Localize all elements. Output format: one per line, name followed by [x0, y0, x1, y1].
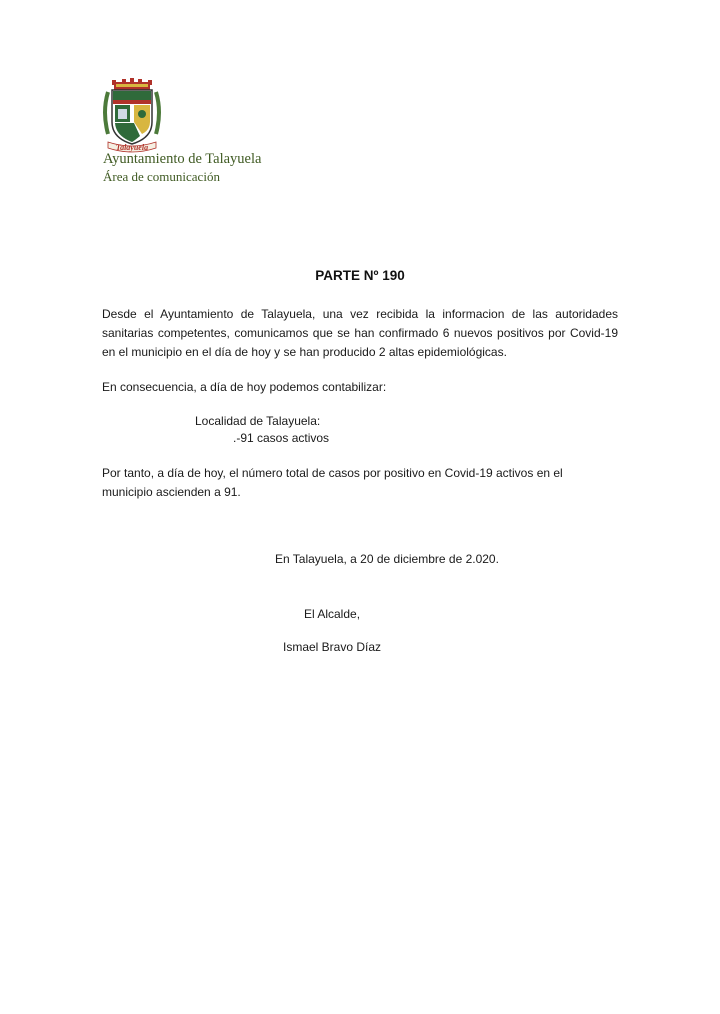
intro-paragraph	[102, 305, 618, 362]
total-paragraph	[102, 464, 618, 502]
locality-label: Localidad de Talayuela:	[195, 414, 321, 428]
department-name: Área de comunicación	[103, 169, 220, 184]
total-line-2: municipio ascienden a 91.	[102, 485, 241, 499]
signer-name: Ismael Bravo Díaz	[283, 640, 382, 654]
place-date: En Talayuela, a 20 de diciembre de 2.020.	[275, 552, 499, 566]
locality-cases: .-91 casos activos	[233, 431, 330, 445]
intro-line-3: en el municipio en el día de hoy y se han producido 2 altas epidemiológicas.	[102, 345, 507, 359]
signer-title: El Alcalde,	[304, 607, 361, 621]
organization-name: Ayuntamiento de Talayuela	[103, 151, 262, 167]
crest-caption: Talayuela	[115, 143, 149, 152]
intro-line-2: sanitarias competentes, comunicamos que se han confirmado 6 nuevos positivos por Covid-19	[102, 326, 618, 340]
consequence-paragraph: En consecuencia, a día de hoy podemos contabilizar:	[102, 380, 387, 394]
total-line-1: Por tanto, a día de hoy, el número total de casos por positivo en Covid-19 activos en el	[102, 466, 563, 480]
document-title: PARTE Nº 190	[315, 268, 405, 283]
coat-of-arms-icon	[100, 78, 164, 154]
intro-line-1: Desde el Ayuntamiento de Talayuela, una vez recibida la informacion de las autoridades	[102, 307, 618, 321]
